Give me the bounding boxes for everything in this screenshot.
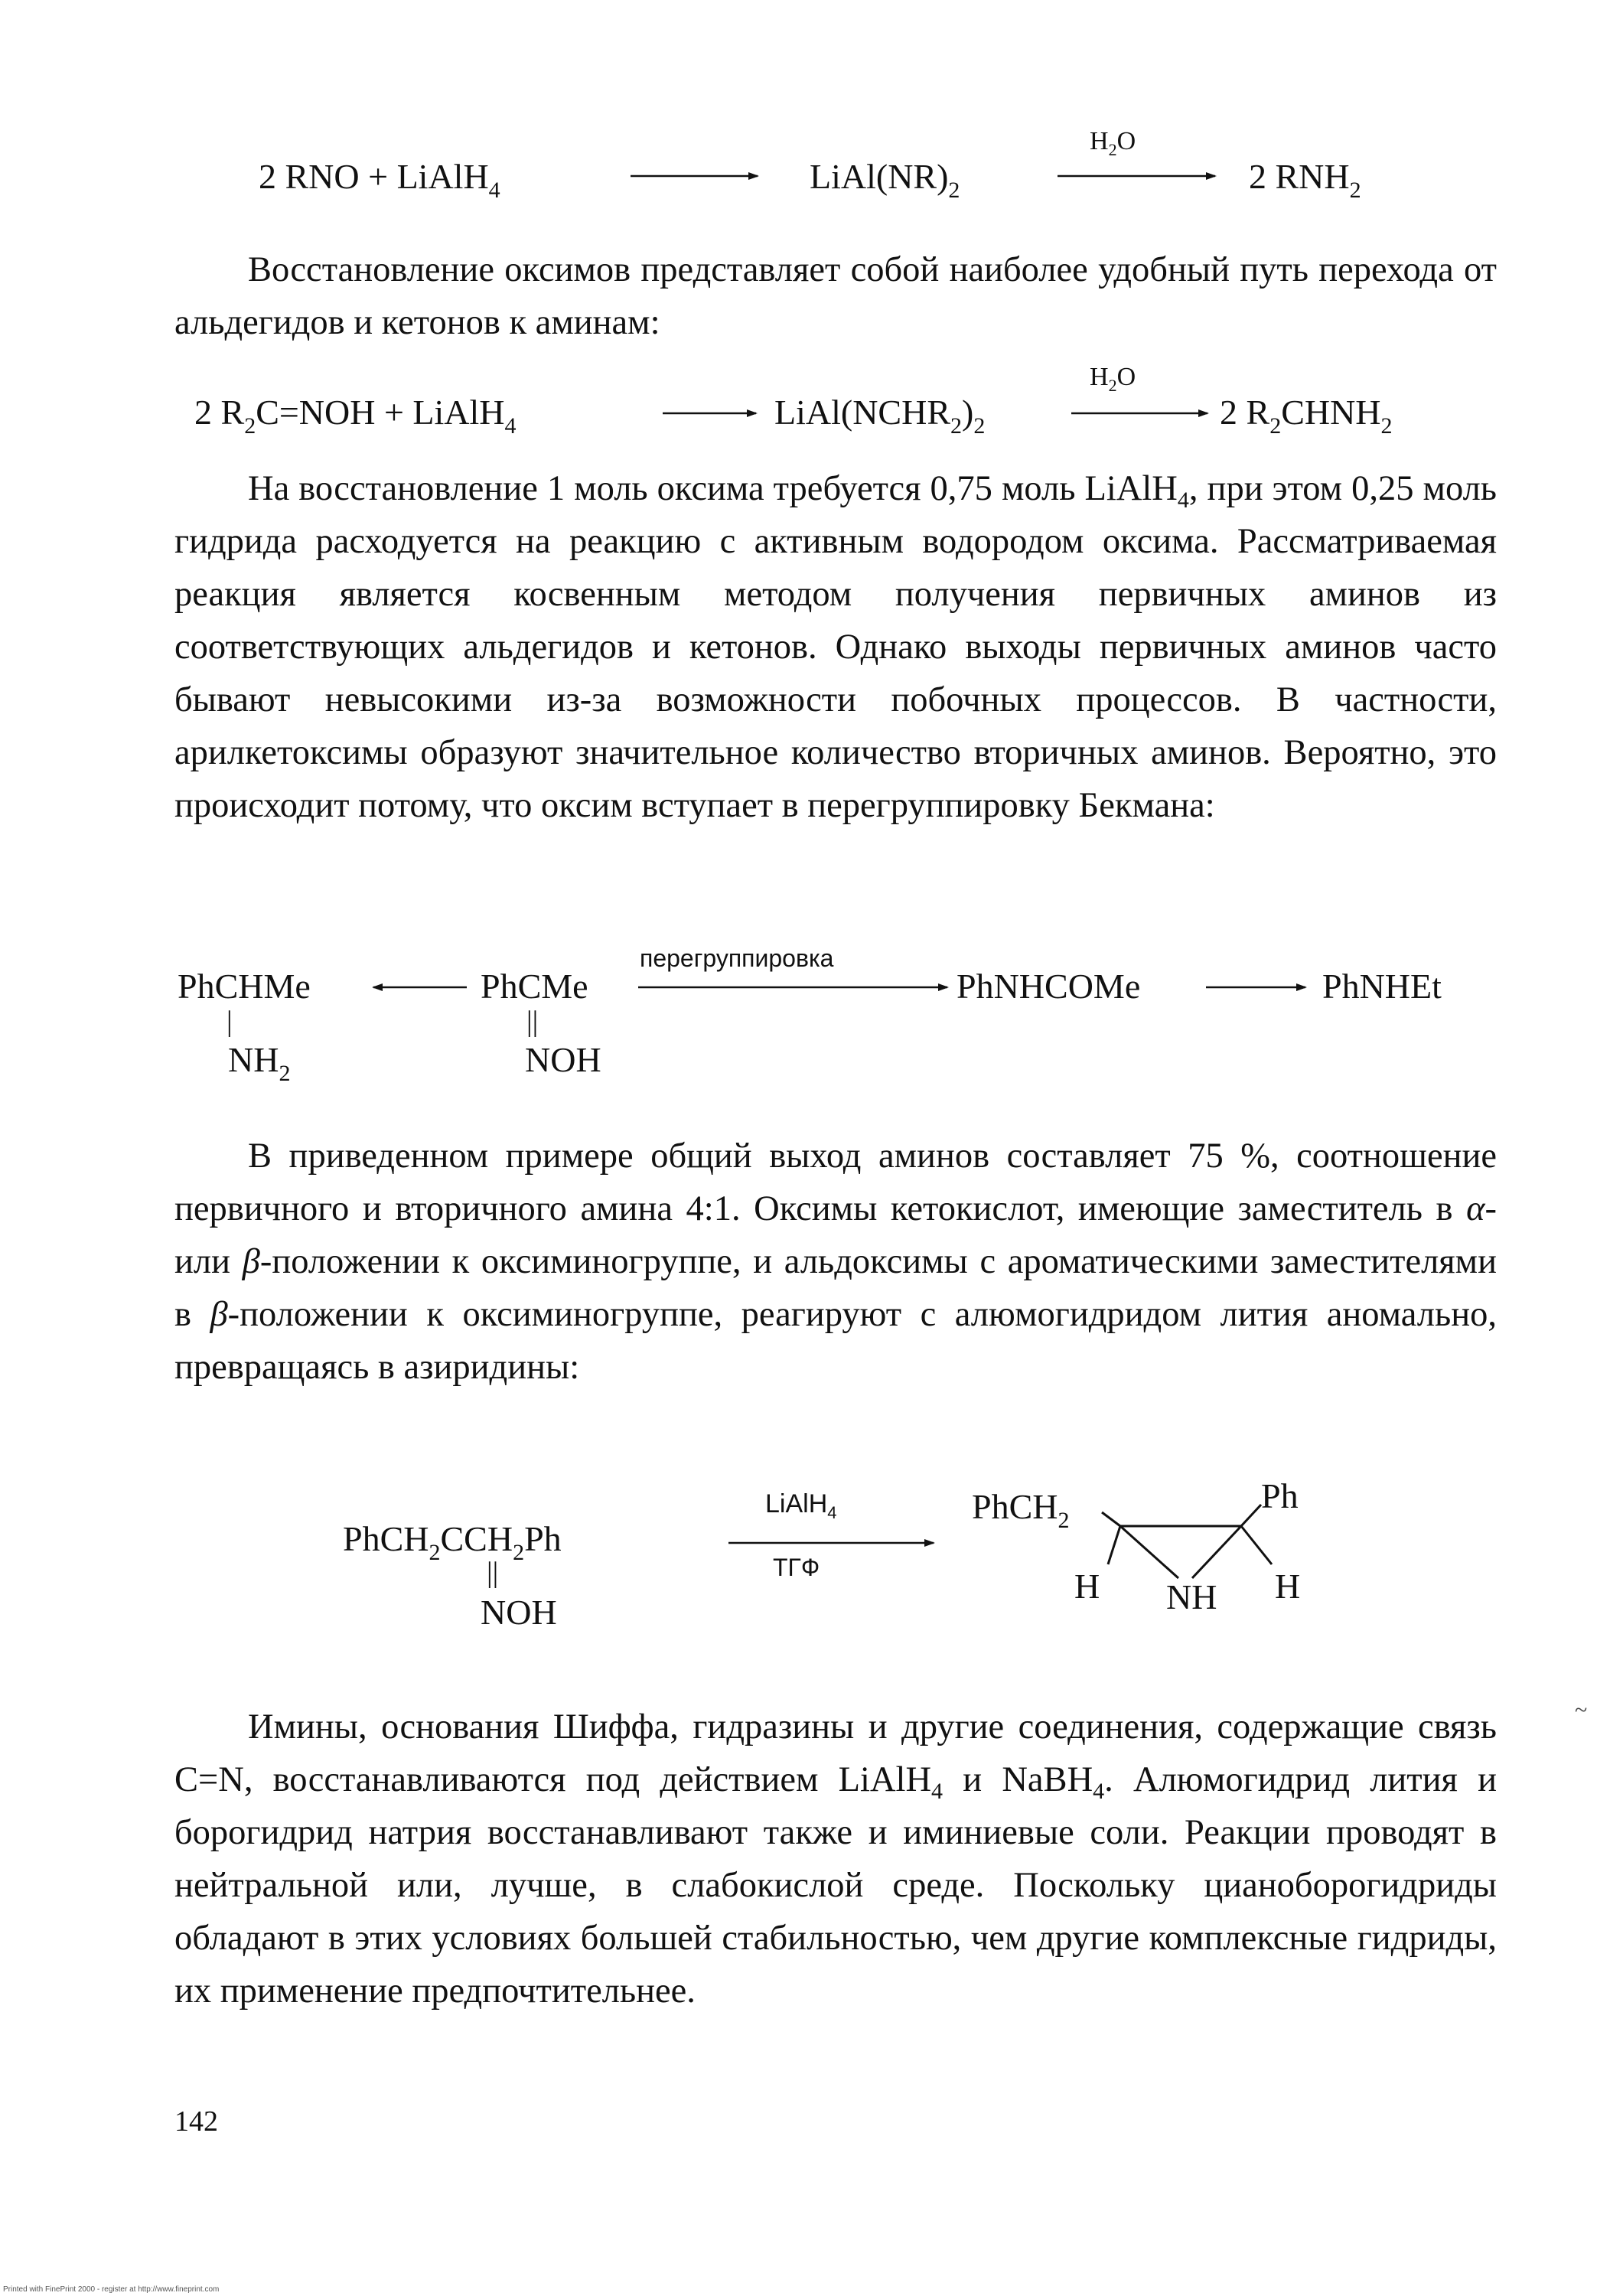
- beckmann-oxime-group: NOH: [525, 1040, 601, 1079]
- aziridine-solvent: ТГФ: [773, 1554, 820, 1581]
- beckmann-oxime-bond: ||: [526, 1006, 539, 1038]
- beckmann-amine-formula: PhCHMe: [178, 967, 311, 1006]
- paragraph-3-text: В приведенном примере общий выход аминов составляет 75 %, соотношение первичного и вторичного амина 4:1. Оксимы кетокислот, имеющие заместитель в α- или β-положении к оксиминогруппе, и альдоксимы с ароматическими заместителями в β-положении к оксиминогруппе, реагируют с алюмогидридом лития аномально, превращаясь в азиридины:: [174, 1137, 1497, 1387]
- aziridine-product-substituent: PhCH$_2$: [972, 1487, 1070, 1533]
- aziridine-product-h-left: H: [1074, 1567, 1100, 1606]
- beckmann-amine-bond: |: [227, 1006, 233, 1038]
- eq2-middle: $LiAl(NCHR_2)_2$: [774, 393, 986, 439]
- page-number: 142: [174, 2105, 218, 2138]
- eq2-left: 2 $R_2C=NOH$ + LiAlH$_4$: [194, 393, 517, 439]
- margin-mark: ~: [1575, 1698, 1588, 1723]
- beckmann-oxime-formula: PhCMe: [481, 967, 588, 1006]
- aziridine-reactant-group: NOH: [481, 1593, 557, 1632]
- beckmann-arrow-label: перегруппировка: [640, 944, 834, 972]
- aziridine-ring: [1102, 1505, 1272, 1578]
- beckmann-amide: PhNHCOMe: [957, 967, 1141, 1006]
- print-footer: Printed with FinePrint 2000 - register at http://www.fineprint.com: [3, 2285, 220, 2294]
- eq1-right: 2 $RNH_2$: [1249, 157, 1361, 203]
- eq1-left: 2 RNO + LiAlH$_4$: [259, 157, 500, 203]
- paragraph-4-text: Имины, основания Шиффа, гидразины и другие соединения, содержащие связь C=N, восстанавливаются под действием LiAlH$_4$ и NaBH$_4$. Алюмогидрид лития и борогидрид натрия восстанавливают также и иминиевые соли. Реакции проводят в нейтральной или, лучше, в слабокислой среде. Поскольку цианоборогидриды обладают в этих условиях большей стабильностью, чем другие комплексные гидриды, их применение предпочтительнее.: [174, 1707, 1497, 2011]
- eq1-middle: $LiAl(NR)_2$: [810, 157, 960, 203]
- aziridine-reagent: LiAlH$_4$: [765, 1489, 837, 1522]
- eq2-right: 2 $R_2CHNH_2$: [1220, 393, 1393, 439]
- aziridine-reactant-bond: ||: [487, 1557, 499, 1589]
- paragraph-1-text: Восстановление оксимов представляет собой наиболее удобный путь перехода от альдегидов и кетонов к аминам:: [174, 250, 1497, 342]
- aziridine-product-nh: NH: [1166, 1577, 1217, 1616]
- aziridine-product-h-right: H: [1275, 1567, 1301, 1606]
- beckmann-secondary-amine: PhNHEt: [1322, 967, 1442, 1006]
- eq1-condition: $H_2O$: [1090, 127, 1136, 159]
- eq2-condition: $H_2O$: [1090, 363, 1136, 395]
- aziridine-product-phenyl: Ph: [1261, 1476, 1299, 1515]
- beckmann-amine-group: $NH_2$: [228, 1040, 291, 1086]
- aziridine-reactant-formula: $PhCH_2CCH_2Ph$: [343, 1519, 562, 1565]
- paragraph-2-text: На восстановление 1 моль оксима требуется 0,75 моль LiAlH$_4$, при этом 0,25 моль гидрида расходуется на реакцию с активным водородом оксима. Рассматриваемая реакция является косвенным методом получения первичных аминов из соответствующих альдегидов и кетонов. Однако выходы первичных аминов часто бывают невысокими из-за возможности побочных процессов. В частности, арилкетоксимы образуют значительное количество вторичных аминов. Вероятно, это происходит потому, что оксим вступает в перегруппировку Бекмана:: [174, 469, 1497, 825]
